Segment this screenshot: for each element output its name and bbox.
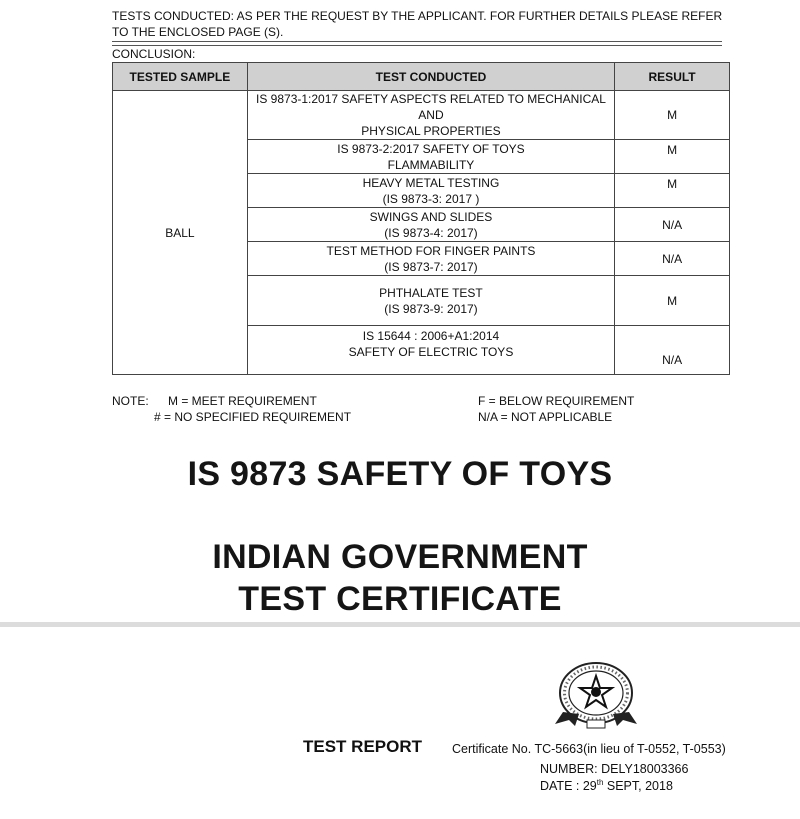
conclusion-label: CONCLUSION: [112,47,196,61]
overlay-title-government: INDIAN GOVERNMENT [212,538,588,576]
result-cell: M [615,174,730,208]
test-line: (IS 9873-3: 2017 ) [382,191,480,206]
result-cell: N/A [615,326,730,375]
result-cell: M [615,140,730,174]
section-divider [0,622,800,627]
note-below: F = BELOW REQUIREMENT [478,394,635,408]
table-row [113,91,730,140]
date-label: DATE : 29 [540,779,597,794]
test-line: FLAMMABILITY [387,157,475,172]
test-line: TEST METHOD FOR FINGER PAINTS [326,243,536,258]
result-cell: N/A [615,242,730,276]
test-line: IS 9873-1:2017 SAFETY ASPECTS RELATED TO MECHANICAL AND [256,92,606,122]
note-prefix: NOTE: [112,394,149,408]
test-line: (IS 9873-7: 2017) [384,259,478,274]
test-line: (IS 9873-4: 2017) [384,225,478,240]
tests-conducted-text: TESTS CONDUCTED: AS PER THE REQUEST BY THE APPLICANT. FOR FURTHER DETAILS PLEASE REFER TO THE ENCLOSED PAGE (S). [112,9,723,39]
notes-block [112,393,732,427]
certificate-number: Certificate No. TC-5663(in lieu of T-0552, T-0553) [452,742,726,756]
tested-sample-cell: BALL [113,91,248,375]
result-cell: N/A [615,208,730,242]
test-cell [247,140,614,174]
overlay-title-certificate: TEST CERTIFICATE [238,580,562,618]
test-cell [247,242,614,276]
test-line: PHYSICAL PROPERTIES [361,124,501,138]
header-result: RESULT [615,63,730,91]
test-line: IS 15644 : 2006+A1:2014 [362,329,500,343]
test-cell [247,208,614,242]
note-not-applicable: N/A = NOT APPLICABLE [478,410,613,424]
date-ordinal: th [596,778,604,787]
test-line: SWINGS AND SLIDES [369,209,493,224]
test-cell [247,174,614,208]
note-no-spec: # = NO SPECIFIED REQUIREMENT [154,410,352,424]
government-seal-icon [553,660,639,732]
test-line: IS 9873-2:2017 SAFETY OF TOYS [337,141,525,156]
header-test-conducted: TEST CONDUCTED [247,63,614,91]
result-cell: M [615,276,730,326]
note-meet: M = MEET REQUIREMENT [168,394,317,408]
test-line: HEAVY METAL TESTING [362,175,500,190]
test-cell [247,91,614,140]
test-line: PHTHALATE TEST [379,285,483,300]
header-tested-sample: TESTED SAMPLE [113,63,248,91]
test-cell [247,276,614,326]
report-number: NUMBER: DELY18003366 [540,762,689,776]
overlay-title-safety: IS 9873 SAFETY OF TOYS [187,455,613,493]
date-rest: SEPT, 2018 [603,779,673,794]
test-report-title: TEST REPORT [303,737,423,756]
results-table [112,62,730,375]
table-header-row [113,63,730,91]
report-date [540,778,673,793]
test-cell [247,326,614,375]
result-cell: M [615,91,730,140]
double-rule-divider [112,41,722,46]
test-line: (IS 9873-9: 2017) [384,301,478,316]
test-line: SAFETY OF ELECTRIC TOYS [348,345,514,359]
